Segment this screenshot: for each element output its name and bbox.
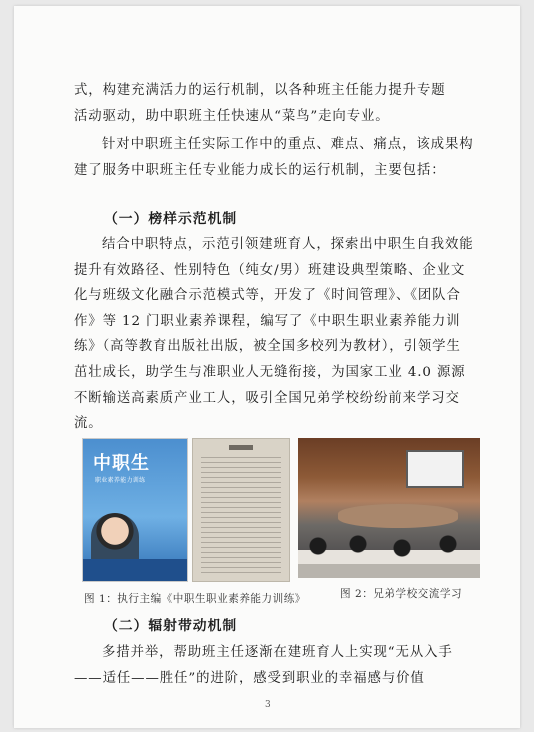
paragraph-role-model: 结合中职特点，示范引领建班育人，探索出中职生自我效能提升有效路径、性别特色（纯女/男）班建设典型策略、企业文化与班级文化融合示范模式等，开发了《时间管理》、《团队合作》等 12 门职业素养课程，编写了《中职生职业素养能力训练》（高等教育出版社出版，被全国多校列为教材），引领学生茁壮成长，助学生与准职业人无缝衔接，为国家工业 4.0 源源不断输送高素质产业工人，吸引全国兄弟学校纷纷前来学习交流。 [74, 237, 474, 432]
book-cover-stripe [83, 559, 187, 581]
document-page [14, 6, 520, 728]
paragraph-line: 活动驱动，助中职班主任快速从“菜鸟”走向专业。 [74, 108, 390, 124]
book-cover-title: 中职生 [93, 453, 150, 474]
attendees [298, 528, 480, 578]
section-heading-1: （一）榜样示范机制 [104, 211, 238, 227]
book-page-heading [229, 445, 253, 450]
section-heading-2: （二）辐射带动机制 [104, 618, 238, 634]
meeting-table [338, 504, 458, 528]
book-cover-subtitle: 职业素养能力训练 [95, 477, 146, 484]
paragraph-intro: 针对中职班主任实际工作中的重点、难点、痛点，该成果构建了服务中职班主任专业能力成长的运行机制，主要包括： [74, 137, 474, 178]
exchange-meeting-photo [298, 438, 480, 578]
paragraph-radiation: 多措并举，帮助班主任逐渐在建班育人上实现“无从入手——适任——胜任”的进阶，感受到职业的幸福感与价值 [74, 645, 453, 686]
figure-caption-2: 图 2：兄弟学校交流学习 [340, 588, 463, 600]
book-page-text-lines [201, 457, 281, 575]
book-cover-image [82, 438, 188, 582]
paragraph-continuation [74, 78, 474, 129]
page-number: 3 [265, 700, 271, 710]
paragraph-line: 式，构建充满活力的运行机制，以各种班主任能力提升专题 [74, 83, 446, 98]
book-page-image [192, 438, 290, 582]
projector-screen [406, 450, 464, 488]
figure-caption-1: 图 1：执行主编《中职生职业素养能力训练》 [84, 593, 306, 605]
